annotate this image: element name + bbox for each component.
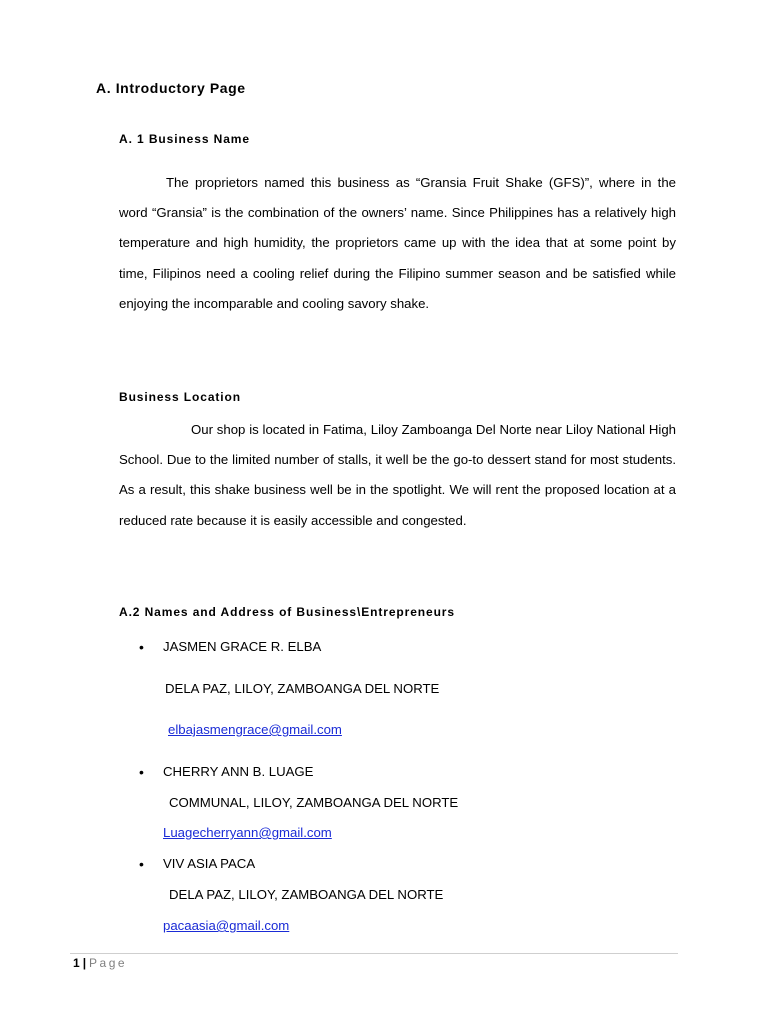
entrepreneur-address: DELA PAZ, LILOY, ZAMBOANGA DEL NORTE <box>169 887 444 902</box>
business-name-heading: A. 1 Business Name <box>119 132 250 146</box>
entrepreneur-email-link[interactable]: Luagecherryann@gmail.com <box>163 825 332 840</box>
business-location-heading: Business Location <box>119 390 241 404</box>
entrepreneur-name: JASMEN GRACE R. ELBA <box>163 639 322 654</box>
bullet-icon: • <box>139 856 144 872</box>
business-name-paragraph: The proprietors named this business as “Gransia Fruit Shake (GFS)”, where in the word “Gransia” is the combination of the owners’ name. Since Philippines has a relatively high temperature and high humidity, the proprietors came up with the idea that at some point by time, Filipinos need a cooling relief during the Filipino summer season and be satisfied while enjoying the incomparable and cooling savory shake. <box>119 175 676 311</box>
bullet-icon: • <box>139 639 144 655</box>
page-footer <box>73 956 127 970</box>
page-number: 1 <box>73 956 80 970</box>
footer-separator: | <box>82 956 87 970</box>
page-label: Page <box>89 956 128 970</box>
business-location-paragraph: Our shop is located in Fatima, Liloy Zamboanga Del Norte near Liloy National High School. Due to the limited number of stalls, it well be the go-to dessert stand for most students. As a result, this shake business well be in the spotlight. We will rent the proposed location at a reduced rate because it is easily accessible and congested. <box>119 422 676 528</box>
bullet-icon: • <box>139 764 144 780</box>
entrepreneur-address: COMMUNAL, LILOY, ZAMBOANGA DEL NORTE <box>169 795 459 810</box>
entrepreneurs-heading: A.2 Names and Address of Business\Entrepreneurs <box>119 605 455 619</box>
entrepreneur-email-link[interactable]: pacaasia@gmail.com <box>163 918 290 933</box>
entrepreneur-email-link[interactable]: elbajasmengrace@gmail.com <box>168 722 342 737</box>
entrepreneur-address: DELA PAZ, LILOY, ZAMBOANGA DEL NORTE <box>165 681 440 696</box>
entrepreneur-name: VIV ASIA PACA <box>163 856 256 871</box>
entrepreneur-name: CHERRY ANN B. LUAGE <box>163 764 314 779</box>
footer-divider <box>70 953 678 954</box>
section-title: A. Introductory Page <box>96 80 246 96</box>
